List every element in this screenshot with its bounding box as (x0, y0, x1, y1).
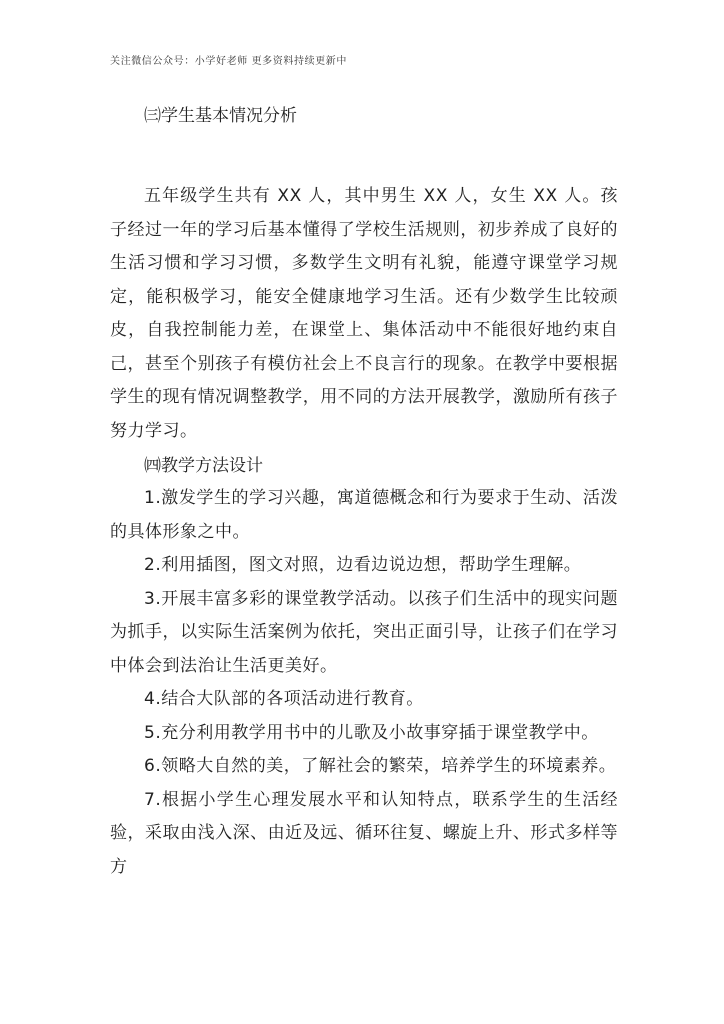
method-item-3: 3.开展丰富多彩的课堂教学活动。以孩子们生活中的现实问题为抓手，以实际生活案例为依托，突出正面引导，让孩子们在学习中体会到法治让生活更美好。 (110, 588, 618, 676)
header-note: 关注微信公众号：小学好老师 更多资料持续更新中 (110, 56, 347, 67)
document-body (110, 100, 618, 884)
method-item-4: 4.结合大队部的各项活动进行教育。 (144, 689, 424, 709)
method-item-6: 6.领略大自然的美，了解社会的繁荣，培养学生的环境素养。 (144, 756, 617, 776)
section-heading-teaching-methods: ㈣教学方法设计 (144, 456, 263, 476)
method-item-7: 7.根据小学生心理发展水平和认知特点，联系学生的生活经验，采取由浅入深、由近及远、循环往复、螺旋上升、形式多样等方 (110, 789, 618, 877)
student-analysis-paragraph: 五年级学生共有 XX 人，其中男生 XX 人，女生 XX 人。孩子经过一年的学习后基本懂得了学校生活规则，初步养成了良好的生活习惯和学习习惯，多数学生文明有礼貌，能遵守课堂学习规定，能积极学习，能安全健康地学习生活。还有少数学生比较顽皮，自我控制能力差，在课堂上、集体活动中不能很好地约束自己，甚至个别孩子有模仿社会上不良言行的现象。在教学中要根据学生的现有情况调整教学，用不同的方法开展教学，激励所有孩子努力学习。 (110, 186, 618, 441)
method-item-5: 5.充分利用教学用书中的儿歌及小故事穿插于课堂教学中。 (144, 722, 599, 743)
method-item-2: 2.利用插图，图文对照，边看边说边想，帮助学生理解。 (144, 555, 582, 575)
method-item-1: 1.激发学生的学习兴趣，寓道德概念和行为要求于生动、活泼的具体形象之中。 (110, 488, 618, 542)
section-heading-student-analysis: ㈢学生基本情况分析 (144, 106, 297, 126)
